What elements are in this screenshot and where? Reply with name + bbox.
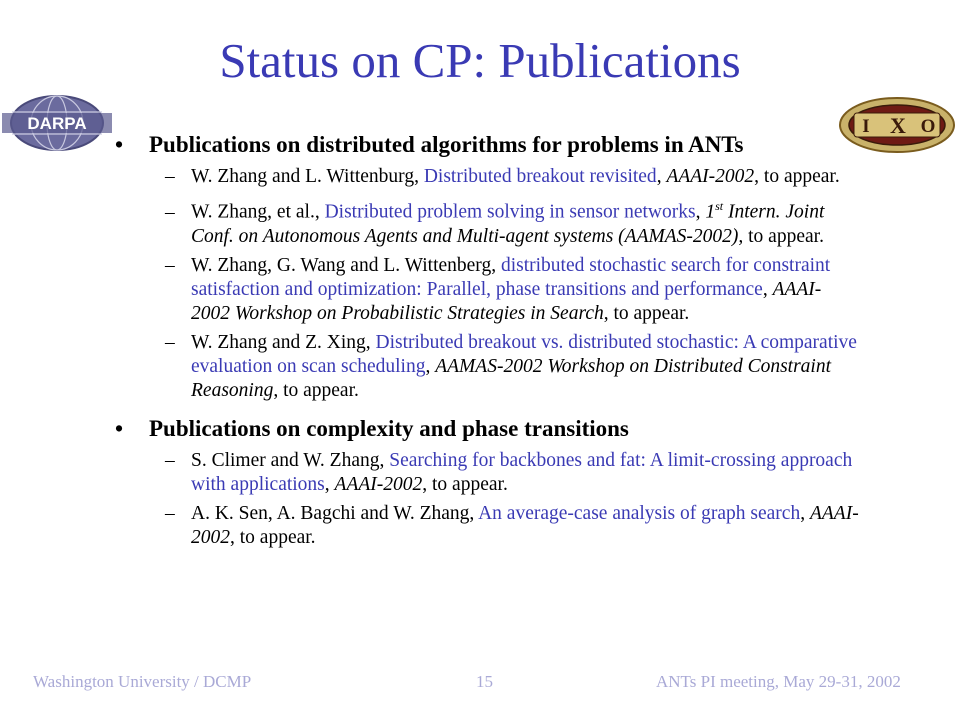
slide-title: Status on CP: Publications (219, 33, 741, 88)
section-heading: • Publications on complexity and phase transitions (115, 415, 629, 441)
darpa-logo (2, 92, 112, 154)
list-item: – W. Zhang, G. Wang and L. Wittenberg, distributed stochastic search for constraint satisfaction and optimization: Parallel, phase transitions and performance, AAAI-2002 Workshop on Probabilistic Strategies in Search, to appear. (165, 254, 831, 324)
paper-title: An average-case analysis of graph search (478, 502, 801, 524)
footer-page-number: 15 (476, 672, 493, 691)
paper-title: distributed stochastic search for constraint satisfaction and optimization: Parallel, phase transitions and performance (191, 254, 831, 300)
section-heading: • Publications on distributed algorithms for problems in ANTs (115, 132, 744, 157)
paper-title: Searching for backbones and fat: A limit-crossing approach with applications (191, 449, 853, 495)
ixo-letter-x: X (890, 113, 906, 138)
darpa-logo-text: DARPA (27, 114, 87, 133)
list-item: – S. Climer and W. Zhang, Searching for backbones and fat: A limit-crossing approach with applications, AAAI-2002, to appear. (165, 449, 853, 495)
paper-title: Distributed breakout revisited (423, 166, 657, 187)
footer-affiliation: Washington University / DCMP (33, 672, 252, 691)
list-item: – W. Zhang and L. Wittenburg, Distributed breakout revisited, AAAI-2002, to appear. (165, 166, 840, 187)
list-item: – W. Zhang, et al., Distributed problem solving in sensor networks, 1st Intern. Joint Conf. on Autonomous Agents and Multi-agent systems (AAMAS-2002), to appear. (165, 199, 825, 247)
slide-content (115, 130, 860, 555)
paper-title: Distributed breakout vs. distributed stochastic: A comparative evaluation on scan scheduling (191, 331, 857, 377)
footer-event: ANTs PI meeting, May 29-31, 2002 (656, 672, 901, 691)
list-item: – A. K. Sen, A. Bagchi and W. Zhang, An average-case analysis of graph search, AAAI-2002, to appear. (165, 502, 859, 548)
paper-title: Distributed problem solving in sensor networks (324, 201, 696, 223)
ixo-letter-i: I (862, 116, 870, 137)
list-item: – W. Zhang and Z. Xing, Distributed breakout vs. distributed stochastic: A comparative evaluation on scan scheduling, AAMAS-2002 Workshop on Distributed Constraint Reasoning, to appear. (165, 331, 857, 401)
ixo-letter-o: O (920, 116, 936, 137)
